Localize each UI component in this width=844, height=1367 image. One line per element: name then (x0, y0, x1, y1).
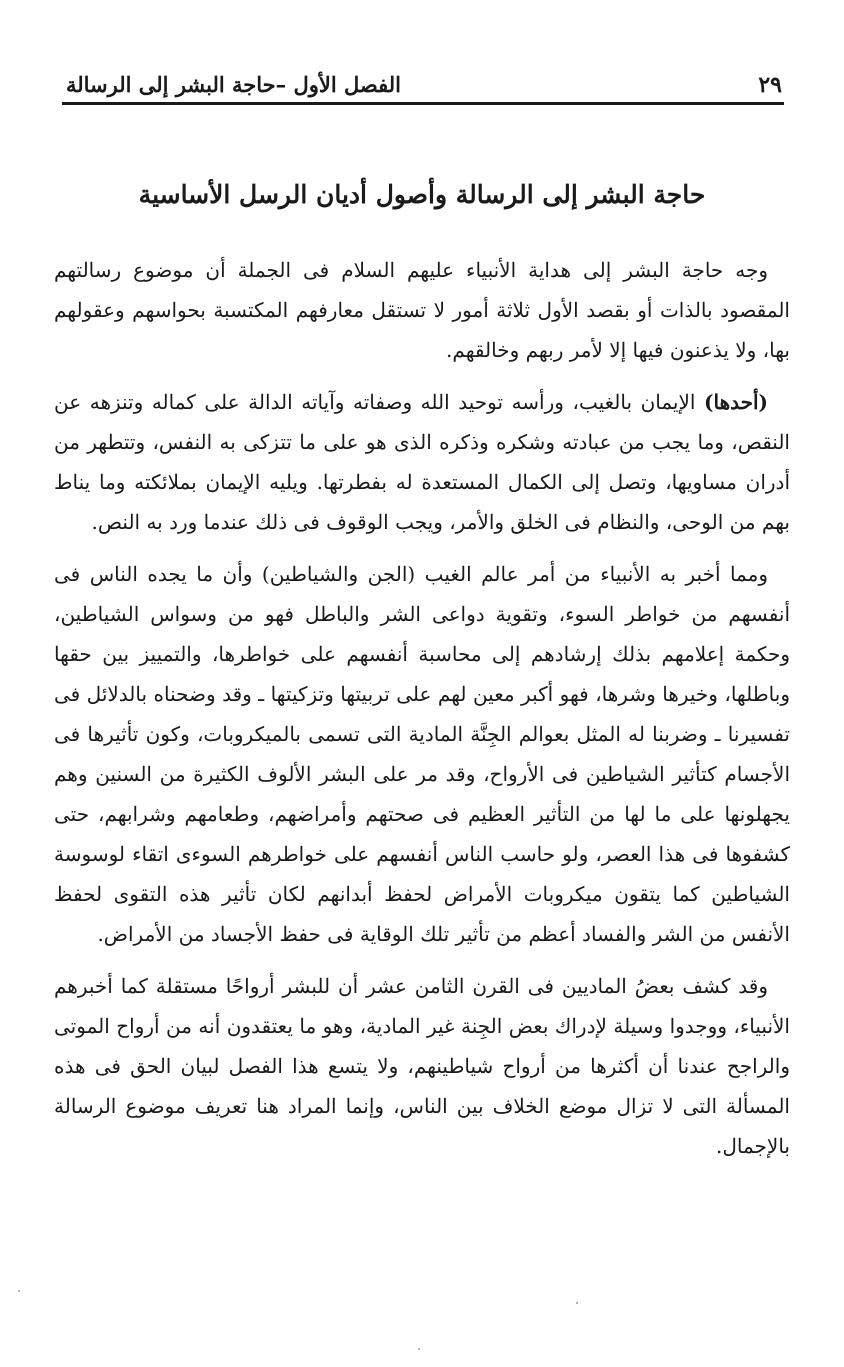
scan-speck (18, 1290, 20, 1292)
chapter-title: حاجة البشر إلى الرسالة وأصول أديان الرسل الأساسية (138, 180, 706, 209)
paragraph-1: وجه حاجة البشر إلى هداية الأنبياء عليهم السلام فى الجملة أن موضوع رسالتهم المقصود بالذات أو بقصد الأول ثلاثة أمور لا تستقل معارفهم المكتسبة بحواسهم وعقولهم بها، ولا يذعنون فيها إلا لأمر ربهم وخالقهم. (54, 258, 790, 362)
body-text (54, 250, 790, 1178)
running-header (66, 62, 782, 102)
page-number: ٢٩ (758, 72, 782, 98)
paragraph-2-text: الإيمان بالغيب، ورأسه توحيد الله وصفاته وآياته الدالة على كماله وتنزهه عن النقص، وما يجب من عبادته وشكره وذكره الذى هو على ما تتزكى به النفس، وتتطهر من أدران مساويها، وتصل إلى الكمال المستعدة له بفطرتها. ويليه الإيمان بملائكته وما يناط بهم من الوحى، والنظام فى الخلق والأمر، ويجب الوقوف فى ذلك عندما ورد به النص. (54, 390, 790, 534)
paragraph-3: ومما أخبر به الأنبياء من أمر عالم الغيب (الجن والشياطين) وأن ما يجده الناس فى أنفسهم من خواطر السوء، وتقوية دواعى الشر والباطل فهو من وسواس الشياطين، وحكمة إعلامهم بذلك إرشادهم إلى محاسبة أنفسهم على خواطرها، والتمييز بين حقها وباطلها، وخيرها وشرها، فهو أكبر معين لهم على تربيتها وتزكيتها ـ وقد وضحناه بالدلائل فى تفسيرنا ـ وضربنا له المثل بعوالم الجِنَّة المادية التى تسمى بالميكروبات، وكون تأثيرها فى الأجسام كتأثير الشياطين فى الأرواح، وقد مر على البشر الألوف الكثيرة من السنين وهم يجهلونها على ما لها من التأثير العظيم فى صحتهم وأمراضهم، وطعامهم وشرابهم، حتى كشفوها فى هذا العصر، ولو حاسب الناس أنفسهم على خواطرهم السوءى اتقاء لوسوسة الشياطين كما يتقون ميكروبات الأمراض لحفظ أبدانهم لكان تأثير هذه التقوى لحفظ الأنفس من الشر والفساد أعظم من تأثير تلك الوقاية فى حفظ الأجساد من الأمراض. (54, 562, 790, 946)
scan-speck (576, 1302, 578, 1304)
paragraph-2 (54, 382, 790, 542)
paragraph-2-lead: (أحدها) (704, 390, 768, 414)
running-title: الفصل الأول –حاجة البشر إلى الرسالة (66, 72, 401, 97)
header-rule (62, 102, 784, 105)
scan-speck (418, 1348, 420, 1350)
paragraph-4: وقد كشف بعضُ الماديين فى القرن الثامن عشر أن للبشر أرواحًا مستقلة كما أخبرهم الأنبياء، ووجدوا وسيلة لإدراك بعض الجِنة غير المادية، وهو ما يعتقدون أنه من أرواح الموتى والراجح عندنا أن أكثرها من أرواح شياطينهم، ولا يتسع هذا الفصل لبيان الحق فى هذه المسألة التى لا تزال موضع الخلاف بين الناس، وإنما المراد هنا تعريف موضوع الرسالة بالإجمال. (54, 974, 790, 1158)
